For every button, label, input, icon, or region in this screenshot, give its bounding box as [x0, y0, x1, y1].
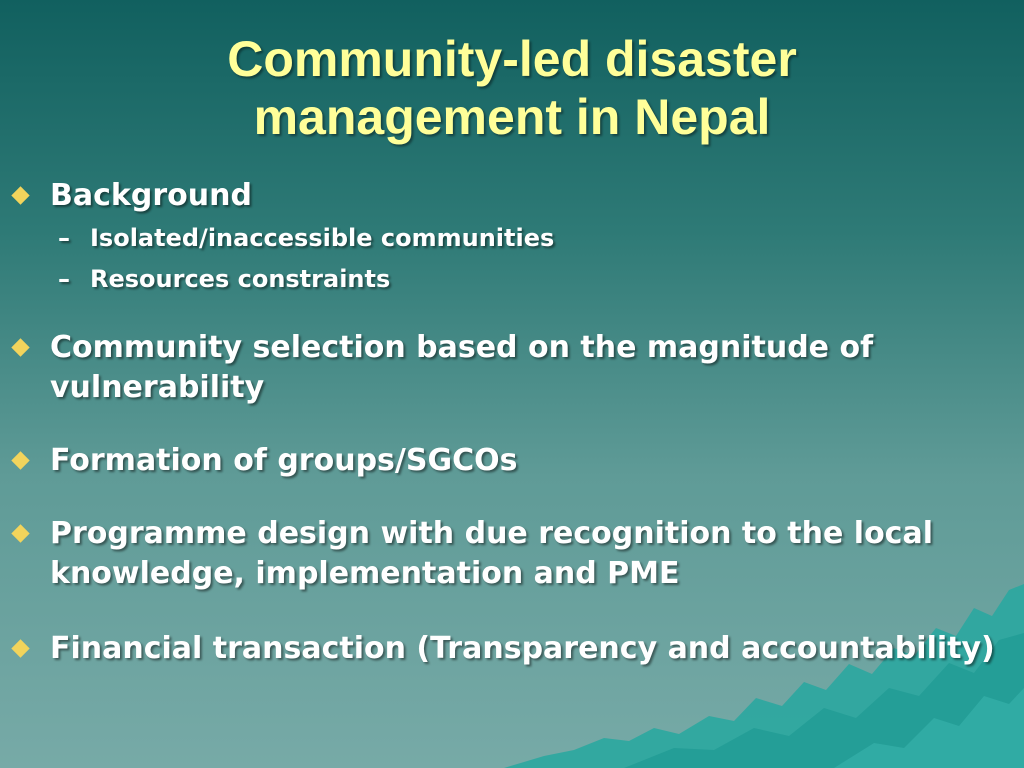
bullet-text: Programme design with due recognition to the local knowledge, implementation and PME [50, 516, 933, 591]
bullet-text: Community selection based on the magnitude of vulnerability [50, 330, 874, 405]
bullet-formation-groups [14, 441, 1014, 481]
diamond-bullet-icon [11, 186, 29, 204]
slide-title [0, 30, 1024, 146]
bullet-text: Financial transaction (Transparency and accountability) [50, 631, 995, 666]
title-line-2: management in Nepal [253, 89, 771, 145]
bullet-community-selection [14, 328, 1014, 408]
bullet-programme-design [14, 514, 1014, 594]
bullet-background [14, 176, 1014, 300]
diamond-bullet-icon [11, 451, 29, 469]
diamond-bullet-icon [11, 338, 29, 356]
title-line-1: Community-led disaster [227, 31, 797, 87]
sub-list [50, 218, 1014, 300]
diamond-bullet-icon [11, 639, 29, 657]
sub-item: – Resources constraints [58, 265, 391, 293]
bullet-financial-transaction [14, 629, 1014, 669]
bullet-text: Background [50, 178, 252, 213]
bullet-list [14, 176, 1014, 669]
bullet-text: Formation of groups/SGCOs [50, 443, 518, 478]
diamond-bullet-icon [11, 524, 29, 542]
sub-item: – Isolated/inaccessible communities [58, 224, 555, 252]
